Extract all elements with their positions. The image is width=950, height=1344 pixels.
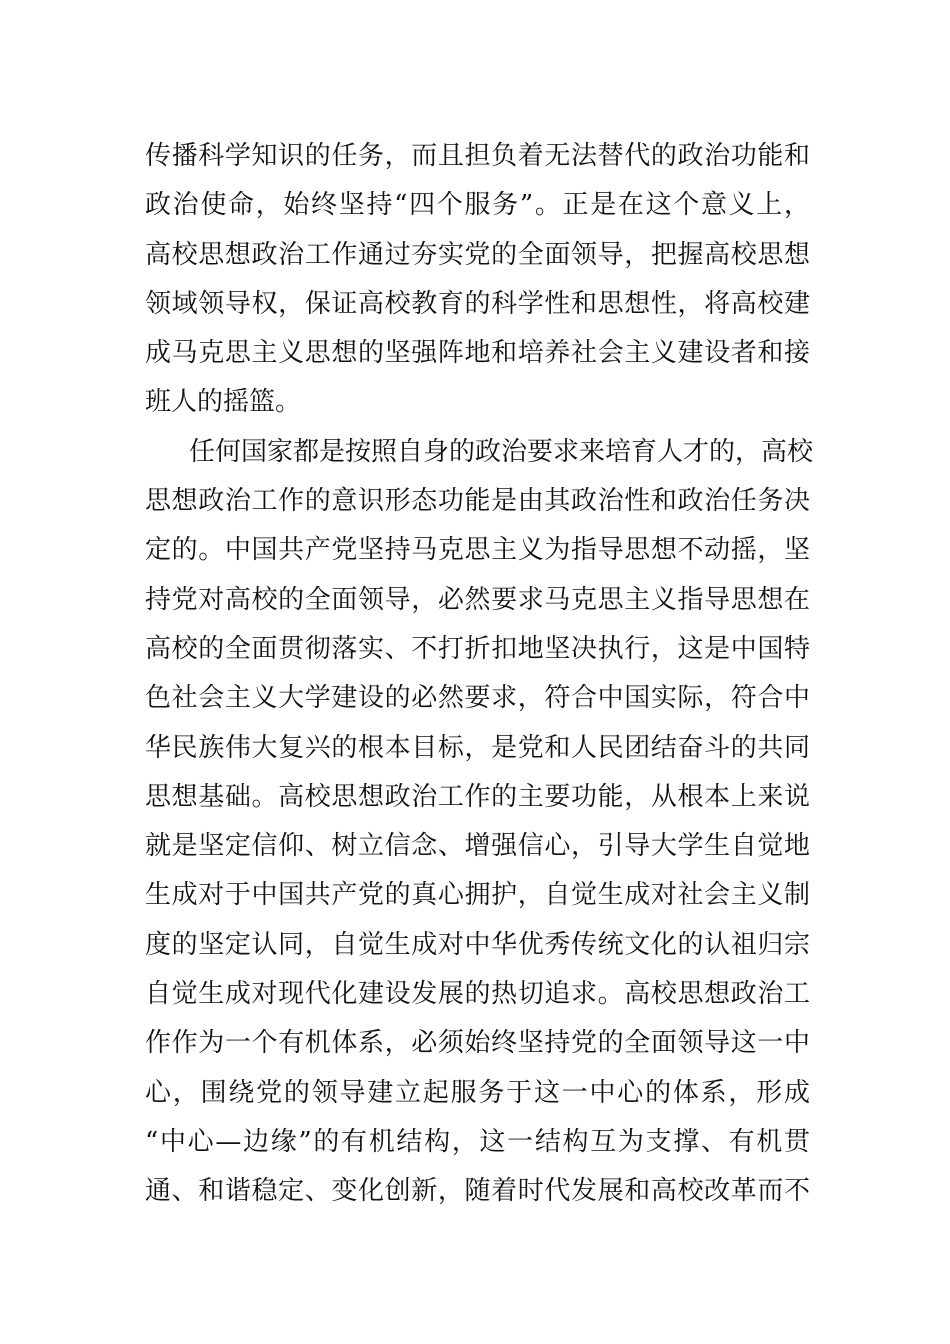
paragraph-1-line: 领域领导权，保证高校教育的科学性和思想性，将高校建 [145,288,810,319]
paragraph-1-line: 高校思想政治工作通过夯实党的全面领导，把握高校思想 [145,239,810,270]
paragraph-2-line: 华民族伟大复兴的根本目标，是党和人民团结奋斗的共同 [145,732,810,763]
paragraph-1-line: 成马克思主义思想的坚强阵地和培养社会主义建设者和接 [145,338,810,369]
paragraph-2-line: 作作为一个有机体系，必须始终坚持党的全面领导这一中 [145,1028,810,1059]
paragraph-2-line: 通、和谐稳定、变化创新，随着时代发展和高校改革而不 [145,1176,810,1207]
paragraph-2-line: 思想政治工作的意识形态功能是由其政治性和政治任务决 [145,486,810,517]
paragraph-2-line: 自觉生成对现代化建设发展的热切追求。高校思想政治工 [145,979,810,1010]
paragraph-1-line: 政治使命，始终坚持“四个服务”。正是在这个意义上， [145,190,810,221]
paragraph-2-line: 度的坚定认同，自觉生成对中华优秀传统文化的认祖归宗 [145,929,810,960]
paragraph-2-line: 色社会主义大学建设的必然要求，符合中国实际，符合中 [145,683,810,714]
paragraph-2-line: 就是坚定信仰、树立信念、增强信心，引导大学生自觉地 [145,831,810,862]
paragraph-1-line: 传播科学知识的任务，而且担负着无法替代的政治功能和 [145,141,810,171]
paragraph-2-line: 生成对于中国共产党的真心拥护，自觉生成对社会主义制 [145,880,810,911]
body-text [145,132,814,1217]
paragraph-2-line: 持党对高校的全面领导，必然要求马克思主义指导思想在 [145,584,810,615]
paragraph-2-line: 定的。中国共产党坚持马克思主义为指导思想不动摇，坚 [145,535,810,566]
paragraph-2-line: “中心—边缘”的有机结构，这一结构互为支撑、有机贯 [145,1126,810,1157]
paragraph-2-line: 任何国家都是按照自身的政治要求来培育人才的，高校 [189,436,814,467]
paragraph-2-line: 心，围绕党的领导建立起服务于这一中心的体系，形成 [145,1077,810,1108]
paragraph-2-line: 思想基础。高校思想政治工作的主要功能，从根本上来说 [145,781,810,812]
paragraph-2-line: 高校的全面贯彻落实、不打折扣地坚决执行，这是中国特 [145,633,810,664]
paragraph-1-line: 班人的摇篮。 [145,387,302,418]
